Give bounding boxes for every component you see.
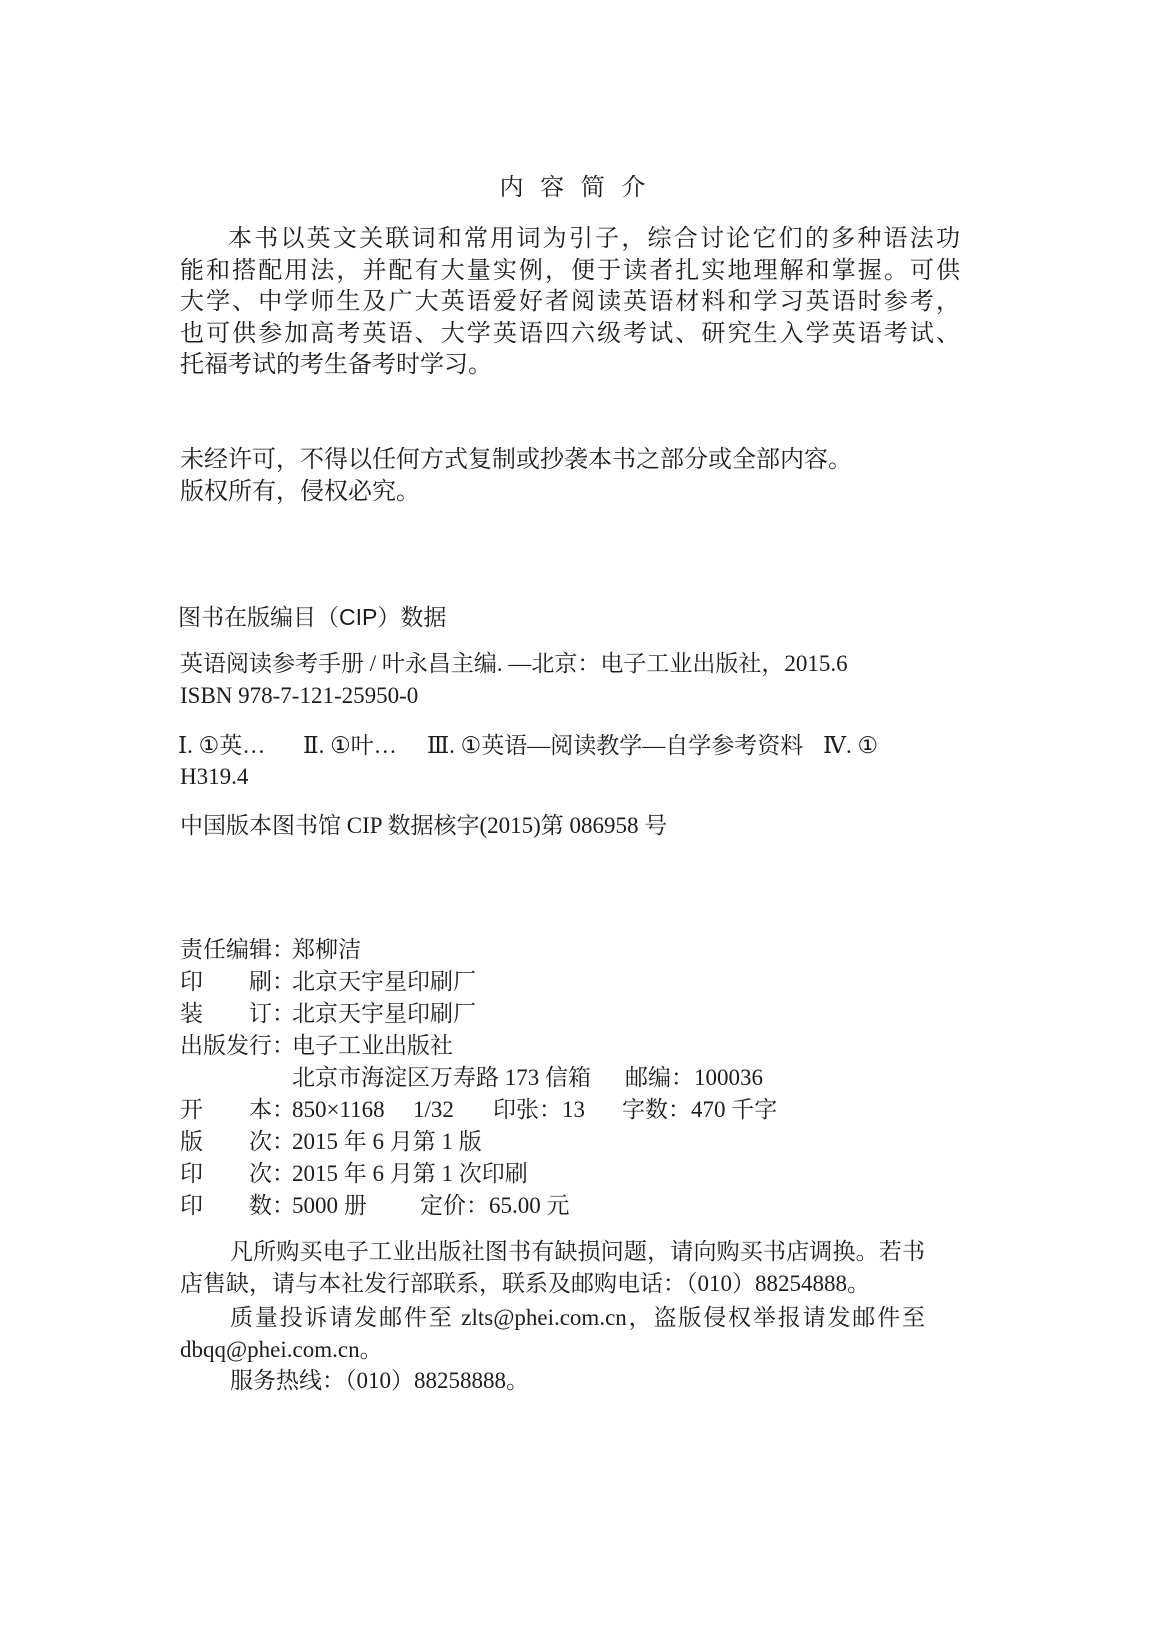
notice-paragraph [180,1236,925,1299]
summary-line: 能和搭配用法，并配有大量实例，便于读者扎实地理解和掌握。可供 [180,257,960,284]
imprint [180,934,980,1222]
imprint-row-format [180,1094,980,1126]
cip-bibliographic [180,648,848,712]
notice-line: 凡所购买电子工业出版社图书有缺损问题，请向购买书店调换。若书 [230,1239,925,1264]
imprint-label: 装 订： [180,1001,295,1026]
imprint-value: 北京天宇星印刷厂 [292,1001,476,1026]
cip-class-item: Ⅱ. ①叶… [303,733,397,758]
imprint-value: 2015 年 6 月第 1 次印刷 [292,1161,528,1186]
cip-heading: 图书在版编目（CIP）数据 [178,604,447,630]
format-sheets: 印张：13 [493,1097,585,1122]
imprint-row-binder [180,998,980,1030]
book-summary [180,224,960,382]
summary-line: 托福考试的考生备考时学习。 [180,352,492,378]
cip-class-item: Ⅳ. ① [823,733,879,758]
publisher-postcode: 邮编：100036 [625,1065,763,1090]
imprint-label: 开 本： [180,1097,295,1122]
notice-paragraph [180,1365,925,1397]
imprint-row-impression [180,1158,980,1190]
notice-line: 质量投诉请发邮件至 zlts@phei.com.cn，盗版侵权举报请发邮件至 [230,1305,925,1330]
cip-class-item: Ⅲ. ①英语—阅读教学—自学参考资料 [427,733,804,758]
cip-record-number: 中国版本图书馆 CIP 数据核字(2015)第 086958 号 [180,813,668,838]
imprint-label: 责任编辑： [180,937,295,962]
summary-line: 也可供参加高考英语、大学英语四六级考试、研究生入学英语考试、 [180,320,960,347]
imprint-row-edition [180,1126,980,1158]
imprint-row-address [180,1062,980,1094]
imprint-row-editor [180,934,980,966]
imprint-row-print-run [180,1190,980,1222]
imprint-row-publisher [180,1030,980,1062]
format-word-count: 字数：470 千字 [622,1097,778,1122]
imprint-label: 印 数： [180,1193,295,1218]
cip-classification-code: H319.4 [180,764,249,789]
notice-line: 店售缺，请与本社发行部联系，联系及邮购电话：（010）88254888。 [180,1270,870,1296]
imprint-label: 版 次： [180,1129,295,1154]
cip-class-item: Ⅰ. ①英… [178,733,266,758]
purchase-notice [180,1236,925,1397]
imprint-value: 2015 年 6 月第 1 版 [292,1129,482,1154]
cip-isbn: ISBN 978-7-121-25950-0 [180,683,419,708]
imprint-value: 电子工业出版社 [292,1033,453,1058]
notice-line: 服务热线：（010）88258888。 [230,1368,529,1393]
cip-title-line: 英语阅读参考手册 / 叶永昌主编. —北京：电子工业出版社，2015.6 [180,651,848,676]
format-size: 850×1168 [292,1097,385,1122]
notice-line: dbqq@phei.com.cn。 [180,1336,383,1362]
publisher-address: 北京市海淀区万寿路 173 信箱 [292,1065,591,1090]
copyright-line: 版权所有，侵权必究。 [180,479,420,505]
book-price: 定价：65.00 元 [420,1193,570,1218]
summary-title: 内 容 简 介 [499,174,651,201]
imprint-label: 印 刷： [180,969,295,994]
cip-classification [0,730,1150,761]
imprint-label: 出版发行： [180,1033,295,1058]
imprint-value: 郑柳洁 [292,937,361,962]
copyright-notice [180,444,980,508]
copyright-line: 未经许可，不得以任何方式复制或抄袭本书之部分或全部内容。 [180,447,852,473]
imprint-value: 5000 册 [292,1193,367,1218]
imprint-label: 印 次： [180,1161,295,1186]
imprint-row-printer [180,966,980,998]
notice-paragraph [180,1302,925,1365]
imprint-value: 北京天宇星印刷厂 [292,969,476,994]
summary-line: 本书以英文关联词和常用词为引子，综合讨论它们的多种语法功 [228,226,960,252]
summary-line: 大学、中学师生及广大英语爱好者阅读英语材料和学习英语时参考， [180,289,960,315]
format-fold: 1/32 [413,1097,454,1122]
